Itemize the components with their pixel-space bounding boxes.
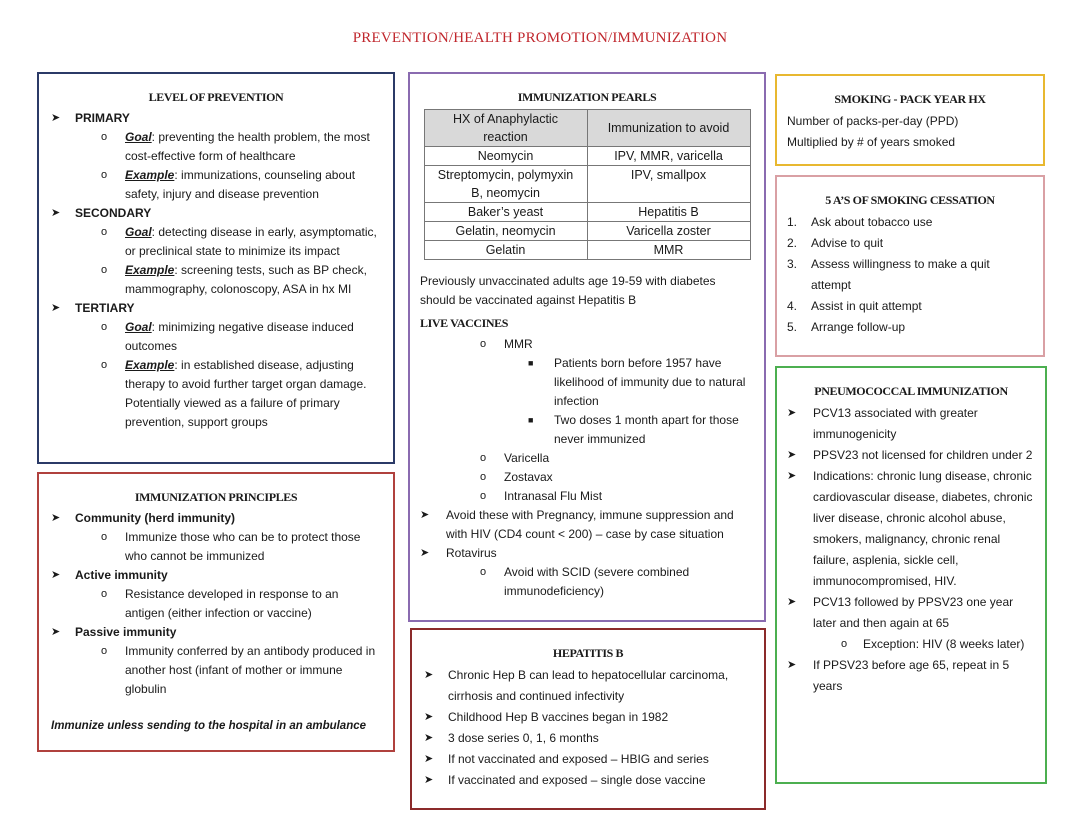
circle-bullet-icon: o: [480, 471, 487, 483]
square-bullet-icon: ■: [528, 358, 534, 368]
live-vaccine-item: o Zostavax: [420, 468, 754, 487]
table-row: [424, 241, 750, 260]
pneumo-item: ➤ PPSV23 not licensed for children under 2: [787, 445, 1035, 466]
circle-bullet-icon: o: [101, 264, 108, 276]
hepb-box: [410, 628, 766, 810]
smoking-title: SMOKING - PACK YEAR HX: [834, 92, 986, 106]
cessation-step: 3. Assess willingness to make a quit attempt: [787, 257, 990, 292]
principle-active: ➤ Active immunity: [51, 566, 381, 585]
hepb-title: HEPATITIS B: [552, 646, 624, 660]
live-vaccine-avoid: ➤ Avoid these with Pregnancy, immune suppression and with HIV (CD4 count < 200) – case by case situation: [420, 508, 734, 541]
prevention-title: LEVEL OF PREVENTION: [148, 90, 284, 104]
circle-bullet-icon: o: [480, 566, 487, 578]
circle-bullet-icon: o: [101, 645, 108, 657]
hepb-item: ➤ Chronic Hep B can lead to hepatocellular carcinoma, cirrhosis and continued infectivity: [424, 665, 752, 707]
hepb-item: ➤ If vaccinated and exposed – single dose vaccine: [424, 770, 752, 791]
principle-community: ➤ Community (herd immunity): [51, 509, 381, 528]
table-row: [424, 166, 750, 203]
circle-bullet-icon: o: [480, 490, 487, 502]
table-cell: MMR: [587, 241, 750, 260]
rotavirus-note: o Avoid with SCID (severe combined immunodeficiency): [480, 565, 690, 598]
mmr-note: ■ Patients born before 1957 have likelihood of immunity due to natural infection: [528, 356, 746, 408]
cessation-step: 4. Assist in quit attempt: [787, 299, 922, 313]
smoking-box: [775, 74, 1045, 166]
circle-bullet-icon: o: [101, 131, 108, 143]
circle-bullet-icon: o: [841, 638, 848, 650]
circle-bullet-icon: o: [101, 359, 108, 371]
pneumo-item: ➤ PCV13 followed by PPSV23 one year later and then again at 65: [787, 592, 1035, 634]
secondary-example: o Example: screening tests, such as BP check, mammography, colonoscopy, ASA in hx MI: [101, 263, 367, 296]
hepb-item: ➤ Childhood Hep B vaccines began in 1982: [424, 707, 752, 728]
hepb-item: ➤ If not vaccinated and exposed – HBIG and series: [424, 749, 752, 770]
arrow-bullet-icon: ➤: [424, 732, 434, 744]
arrow-bullet-icon: ➤: [420, 547, 430, 559]
circle-bullet-icon: o: [101, 588, 108, 600]
principles-footer: Immunize unless sending to the hospital in an ambulance: [51, 720, 367, 732]
arrow-bullet-icon: ➤: [51, 512, 61, 524]
circle-bullet-icon: o: [480, 452, 487, 464]
pneumo-title: PNEUMOCOCCAL IMMUNIZATION: [814, 384, 1008, 398]
circle-bullet-icon: o: [101, 169, 108, 181]
principle-passive: ➤ Passive immunity: [51, 623, 381, 642]
principles-title: IMMUNIZATION PRINCIPLES: [134, 490, 298, 504]
live-vaccines-title: LIVE VACCINES: [420, 316, 509, 330]
square-bullet-icon: ■: [528, 415, 534, 425]
table-cell: Gelatin: [424, 241, 587, 260]
table-row: [424, 203, 750, 222]
live-vaccine-item: o Varicella: [420, 449, 754, 468]
circle-bullet-icon: o: [101, 531, 108, 543]
cessation-step: 5. Arrange follow-up: [787, 320, 906, 334]
cessation-box: [775, 175, 1045, 357]
principle-passive-detail: o Immunity conferred by an antibody produced in another host (infant of mother or immune globulin: [101, 644, 376, 696]
secondary-goal: o Goal: detecting disease in early, asymptomatic, or preclinical state to minimize its impact: [101, 225, 377, 258]
table-cell: IPV, MMR, varicella: [587, 147, 750, 166]
tertiary-heading: ➤ TERTIARY: [51, 299, 381, 318]
table-header-row: [424, 110, 750, 147]
rotavirus: ➤ Rotavirus: [420, 544, 754, 563]
smoking-line: Multiplied by # of years smoked: [787, 135, 956, 149]
primary-example: o Example: immunizations, counseling about safety, injury and disease prevention: [101, 168, 356, 201]
arrow-bullet-icon: ➤: [787, 596, 797, 608]
arrow-bullet-icon: ➤: [787, 407, 797, 419]
tertiary-example: o Example: in established disease, adjusting therapy to avoid further target organ damage. Potentially viewed as a failure of primary prevention, support groups: [101, 358, 367, 429]
principle-active-detail: o Resistance developed in response to an antigen (either infection or vaccine): [101, 587, 339, 620]
primary-heading: ➤ PRIMARY: [51, 109, 381, 128]
primary-goal: o Goal: preventing the health problem, the most cost-effective form of healthcare: [101, 130, 370, 163]
arrow-bullet-icon: ➤: [787, 470, 797, 482]
arrow-bullet-icon: ➤: [424, 669, 434, 681]
pearls-title: IMMUNIZATION PEARLS: [517, 90, 657, 104]
arrow-bullet-icon: ➤: [424, 753, 434, 765]
pneumo-box: [775, 366, 1047, 784]
page-title: PREVENTION/HEALTH PROMOTION/IMMUNIZATION: [352, 30, 728, 46]
arrow-bullet-icon: ➤: [51, 112, 61, 124]
pneumo-item: ➤ PCV13 associated with greater immunogenicity: [787, 403, 1035, 445]
smoking-line: Number of packs-per-day (PPD): [787, 114, 959, 128]
table-cell: Streptomycin, polymyxin B, neomycin: [424, 166, 587, 203]
prevention-box: [37, 72, 395, 464]
pearls-box: [408, 72, 766, 622]
cessation-step: 2. Advise to quit: [787, 236, 884, 250]
arrow-bullet-icon: ➤: [424, 774, 434, 786]
table-cell: IPV, smallpox: [587, 166, 750, 203]
pneumo-exception: o Exception: HIV (8 weeks later): [787, 634, 1035, 655]
table-header: Immunization to avoid: [587, 110, 750, 147]
table-cell: Neomycin: [424, 147, 587, 166]
arrow-bullet-icon: ➤: [51, 207, 61, 219]
live-vaccine-mmr: o MMR: [420, 335, 754, 354]
arrow-bullet-icon: ➤: [787, 659, 797, 671]
arrow-bullet-icon: ➤: [51, 302, 61, 314]
table-header: HX of Anaphylactic reaction: [424, 110, 587, 147]
hepb-item: ➤ 3 dose series 0, 1, 6 months: [424, 728, 752, 749]
table-row: [424, 222, 750, 241]
cessation-title: 5 A’S OF SMOKING CESSATION: [825, 193, 995, 207]
pneumo-item: ➤ If PPSV23 before age 65, repeat in 5 years: [787, 655, 1035, 697]
mmr-note: ■ Two doses 1 month apart for those never immunized: [528, 413, 739, 446]
anaphylaxis-table: [424, 109, 751, 260]
live-vaccine-item: o Intranasal Flu Mist: [420, 487, 754, 506]
circle-bullet-icon: o: [101, 226, 108, 238]
tertiary-goal: o Goal: minimizing negative disease induced outcomes: [101, 320, 354, 353]
principles-box: [37, 472, 395, 752]
table-row: [424, 147, 750, 166]
cessation-step: 1. Ask about tobacco use: [787, 215, 933, 229]
arrow-bullet-icon: ➤: [51, 626, 61, 638]
pneumo-item: ➤ Indications: chronic lung disease, chronic cardiovascular disease, diabetes, chronic liver disease, chronic alcohol abuse, smokers, malignancy, chronic renal failure, asplenia, sickle cell, immunocompromised, HIV.: [787, 466, 1035, 592]
arrow-bullet-icon: ➤: [424, 711, 434, 723]
arrow-bullet-icon: ➤: [787, 449, 797, 461]
hepb-diabetes-note: Previously unvaccinated adults age 19-59 with diabetes should be vaccinated against Hepatitis B: [420, 274, 716, 307]
circle-bullet-icon: o: [101, 321, 108, 333]
secondary-heading: ➤ SECONDARY: [51, 204, 381, 223]
principle-community-detail: o Immunize those who can be to protect those who cannot be immunized: [101, 530, 361, 563]
table-cell: Gelatin, neomycin: [424, 222, 587, 241]
arrow-bullet-icon: ➤: [420, 509, 430, 521]
table-cell: Varicella zoster: [587, 222, 750, 241]
table-cell: Baker’s yeast: [424, 203, 587, 222]
circle-bullet-icon: o: [480, 338, 487, 350]
arrow-bullet-icon: ➤: [51, 569, 61, 581]
table-cell: Hepatitis B: [587, 203, 750, 222]
